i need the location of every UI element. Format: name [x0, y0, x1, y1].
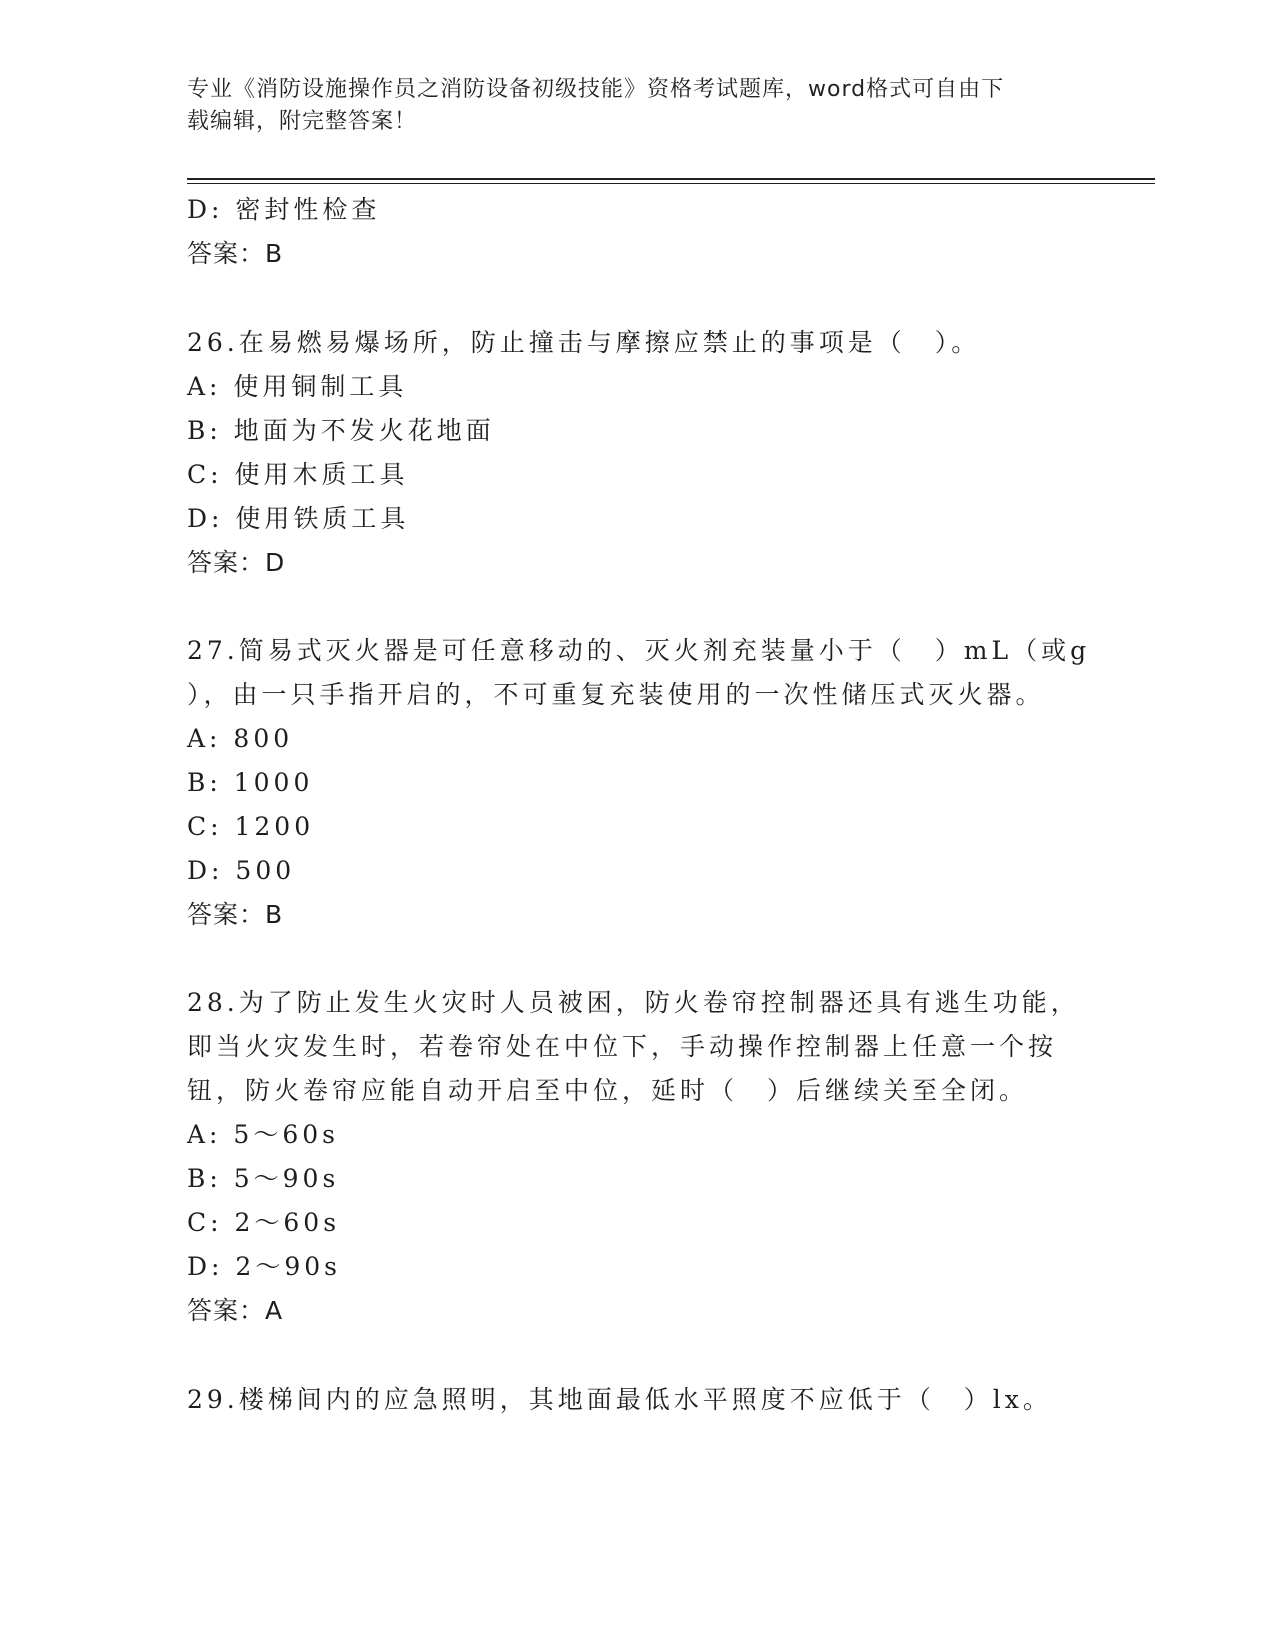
header-line-1: 专业《消防设施操作员之消防设备初级技能》资格考试题库，word格式可自由下	[187, 77, 1005, 102]
document-header	[187, 74, 1067, 138]
q28-option-c: C: 2～60s	[187, 1208, 341, 1237]
q27-question-line-1: 27.简易式灭火器是可任意移动的、灭火剂充装量小于（ ）mL（或g	[187, 636, 1091, 665]
q26-option-b: B: 地面为不发火花地面	[187, 416, 495, 445]
q26-option-d: D: 使用铁质工具	[187, 504, 410, 533]
q28-question-line-1: 28.为了防止发生火灾时人员被困，防火卷帘控制器还具有逃生功能，	[187, 988, 1080, 1017]
q27-option-c: C: 1200	[187, 812, 315, 841]
q27-option-a: A: 800	[187, 724, 294, 753]
q28-option-a: A: 5～60s	[187, 1120, 339, 1149]
q28-option-b: B: 5～90s	[187, 1164, 340, 1193]
header-line-2: 载编辑，附完整答案！	[187, 109, 418, 134]
header-divider-thick	[187, 178, 1155, 180]
q26-question: 26.在易燃易爆场所，防止撞击与摩擦应禁止的事项是（ ）。	[187, 328, 981, 357]
q29-question: 29.楼梯间内的应急照明，其地面最低水平照度不应低于（ ）lx。	[187, 1385, 1052, 1414]
q28-question-line-3: 钮，防火卷帘应能自动开启至中位，延时（ ）后继续关至全闭。	[187, 1076, 1029, 1105]
q26-option-a: A: 使用铜制工具	[187, 372, 408, 401]
header-divider-thin	[187, 183, 1155, 184]
prev-answer: 答案：B	[187, 239, 284, 268]
q27-question-line-2: ），由一只手指开启的，不可重复充装使用的一次性储压式灭火器。	[187, 680, 1045, 709]
q28-answer: 答案：A	[187, 1296, 284, 1325]
q26-option-c: C: 使用木质工具	[187, 460, 409, 489]
q27-option-b: B: 1000	[187, 768, 314, 797]
q27-answer: 答案：B	[187, 900, 284, 929]
q28-question-line-2: 即当火灾发生时，若卷帘处在中位下，手动操作控制器上任意一个按	[187, 1032, 1058, 1061]
q26-answer: 答案：D	[187, 548, 286, 577]
prev-option-d: D: 密封性检查	[187, 195, 381, 224]
q27-option-d: D: 500	[187, 856, 296, 885]
q28-option-d: D: 2～90s	[187, 1252, 341, 1281]
